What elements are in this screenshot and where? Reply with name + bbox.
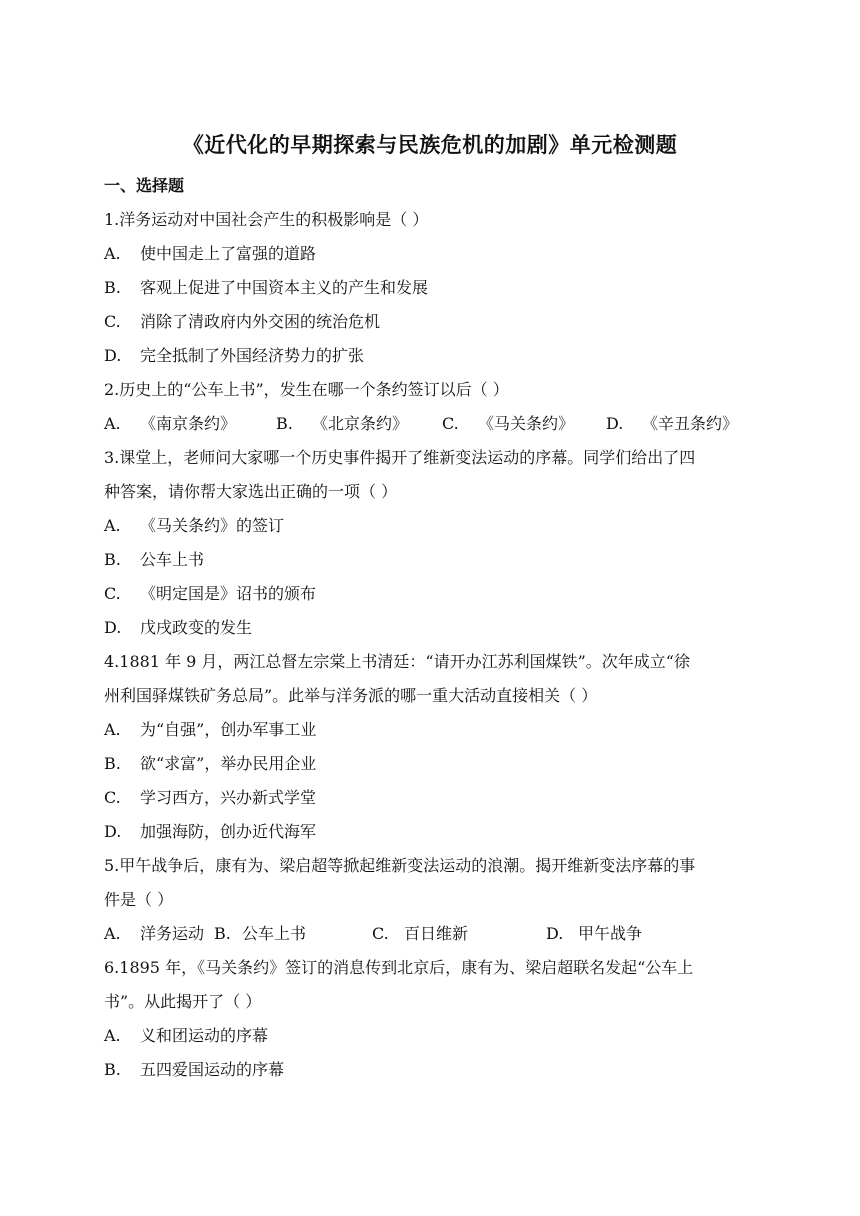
option-text: 欲“求富”，举办民用企业 <box>140 754 317 773</box>
option-letter: B. <box>214 924 231 943</box>
option-letter: C. <box>104 584 121 603</box>
option-letter: A. <box>104 414 121 433</box>
question-3-stem-line-2: 种答案，请你帮大家选出正确的一项（ ） <box>104 482 398 501</box>
question-2-options <box>104 411 764 437</box>
question-4-option-c <box>104 785 764 811</box>
option-letter: B. <box>104 754 121 773</box>
option-text: 《北京条约》 <box>312 414 409 433</box>
option-letter: B. <box>104 278 121 297</box>
question-4-option-a <box>104 717 764 743</box>
section-heading: 一、选择题 <box>104 176 185 195</box>
option-letter: C. <box>442 414 459 433</box>
option-text: 《南京条约》 <box>140 414 237 433</box>
option-letter: D. <box>104 822 122 841</box>
option-letter: D. <box>546 924 564 943</box>
option-text: 洋务运动 <box>140 924 205 943</box>
question-2-option-c <box>442 411 606 437</box>
question-5-option-c <box>372 921 546 947</box>
option-text: 客观上促进了中国资本主义的产生和发展 <box>140 278 429 297</box>
option-text: 戊戌政变的发生 <box>140 618 253 637</box>
option-letter: B. <box>276 414 293 433</box>
option-letter: C. <box>104 788 121 807</box>
option-text: 百日维新 <box>404 924 469 943</box>
question-3-option-c <box>104 581 764 607</box>
option-letter: A. <box>104 924 121 943</box>
question-4-option-d <box>104 819 764 845</box>
document-title: 《近代化的早期探索与民族危机的加剧》单元检测题 <box>182 132 678 157</box>
question-4-stem-line-1: 4.1881 年 9 月，两江总督左宗棠上书清廷：“请开办江苏利国煤铁”。次年成立“徐 <box>104 652 690 671</box>
option-text: 消除了清政府内外交困的统治危机 <box>140 312 381 331</box>
option-text: 《辛丑条约》 <box>642 414 739 433</box>
option-letter: C. <box>104 312 121 331</box>
option-text: 公车上书 <box>140 550 205 569</box>
question-2-option-a <box>104 411 276 437</box>
option-letter: B. <box>104 1060 121 1079</box>
question-6-option-b <box>104 1057 764 1083</box>
question-1-option-b <box>104 275 764 301</box>
question-2-stem: 2.历史上的“公车上书”，发生在哪一个条约签订以后（ ） <box>104 380 509 399</box>
option-letter: D. <box>104 618 122 637</box>
option-text: 使中国走上了富强的道路 <box>140 244 317 263</box>
question-1-stem: 1.洋务运动对中国社会产生的积极影响是（ ） <box>104 210 429 229</box>
option-text: 完全抵制了外国经济势力的扩张 <box>140 346 365 365</box>
question-6-option-a <box>104 1023 764 1049</box>
option-letter: D. <box>606 414 624 433</box>
question-5-option-b <box>214 921 372 947</box>
option-text: 五四爱国运动的序幕 <box>140 1060 285 1079</box>
option-letter: A. <box>104 244 121 263</box>
option-letter: A. <box>104 1026 121 1045</box>
option-letter: B. <box>104 550 121 569</box>
option-letter: C. <box>372 924 389 943</box>
question-5-stem-line-1: 5.甲午战争后，康有为、梁启超等掀起维新变法运动的浪潮。揭开维新变法序幕的事 <box>104 856 696 875</box>
question-3-option-b <box>104 547 764 573</box>
option-text: 《马关条约》 <box>478 414 575 433</box>
option-text: 学习西方，兴办新式学堂 <box>140 788 317 807</box>
question-5-stem-line-2: 件是（ ） <box>104 890 174 909</box>
option-letter: A. <box>104 720 121 739</box>
option-text: 《马关条约》的签订 <box>140 516 285 535</box>
question-4-stem-line-2: 州利国驿煤铁矿务总局”。此举与洋务派的哪一重大活动直接相关（ ） <box>104 686 598 705</box>
question-3-option-a <box>104 513 764 539</box>
option-letter: A. <box>104 516 121 535</box>
question-6-stem-line-1: 6.1895 年，《马关条约》签订的消息传到北京后，康有为、梁启超联名发起“公车上 <box>104 958 694 977</box>
option-text: 义和团运动的序幕 <box>140 1026 269 1045</box>
question-2-option-b <box>276 411 442 437</box>
question-5-options <box>104 921 764 947</box>
question-5-option-d <box>546 921 642 947</box>
option-text: 《明定国是》诏书的颁布 <box>140 584 317 603</box>
question-2-option-d <box>606 411 738 437</box>
question-4-option-b <box>104 751 764 777</box>
question-5-option-a <box>104 921 214 947</box>
question-1-option-a <box>104 241 764 267</box>
question-3-stem-line-1: 3.课堂上，老师问大家哪一个历史事件揭开了维新变法运动的序幕。同学们给出了四 <box>104 448 696 467</box>
option-text: 甲午战争 <box>578 924 643 943</box>
question-3-option-d <box>104 615 764 641</box>
question-1-option-d <box>104 343 764 369</box>
option-text: 为“自强”，创办军事工业 <box>140 720 317 739</box>
option-text: 加强海防，创办近代海军 <box>140 822 317 841</box>
option-text: 公车上书 <box>242 924 307 943</box>
question-6-stem-line-2: 书”。从此揭开了（ ） <box>104 992 262 1011</box>
question-1-option-c <box>104 309 764 335</box>
option-letter: D. <box>104 346 122 365</box>
